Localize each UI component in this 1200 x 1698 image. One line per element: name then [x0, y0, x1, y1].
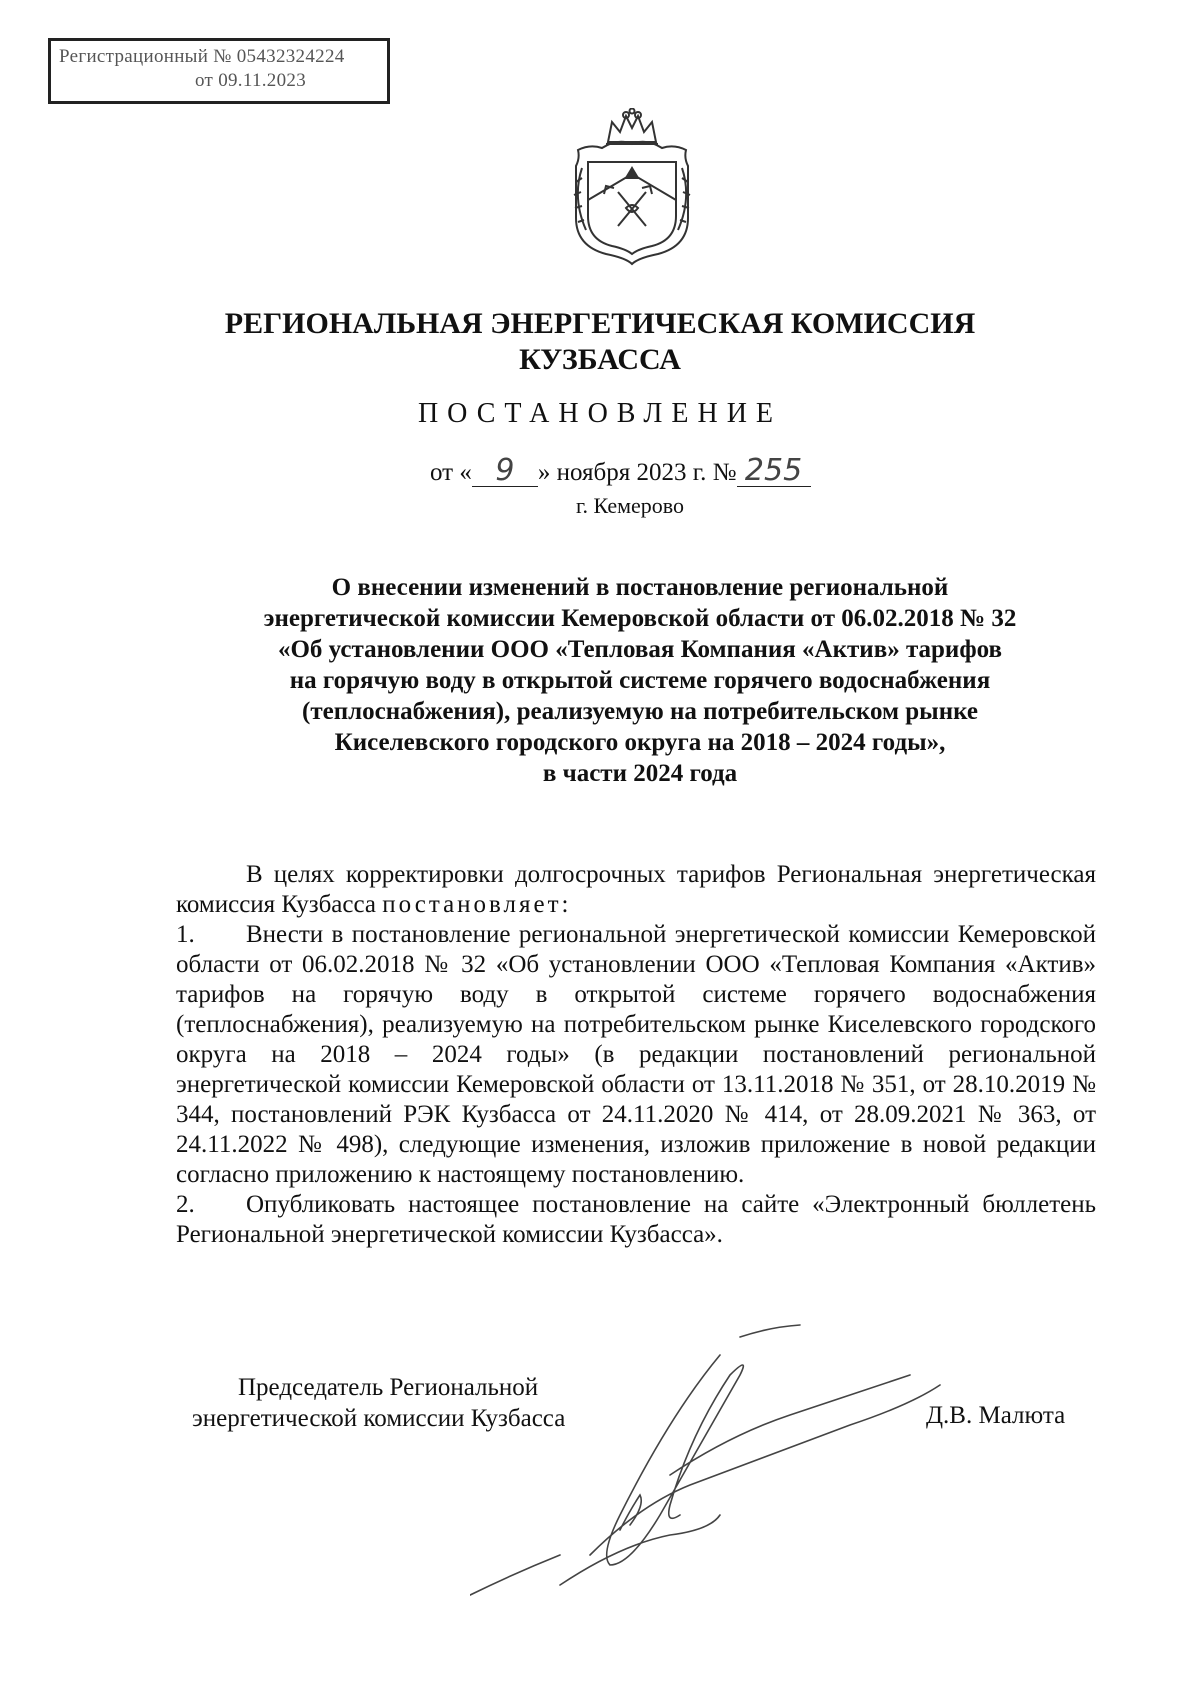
item-2-paragraph: [176, 1190, 1096, 1250]
title-line: (теплоснабжения), реализуемую на потребительском рынке: [302, 698, 978, 725]
handwritten-day: 9: [472, 456, 538, 487]
date-prefix: от «: [430, 459, 472, 486]
registration-date: от 09.11.2023: [195, 70, 306, 91]
registration-number: Регистрационный № 05432324224: [59, 46, 345, 67]
title-line: «Об установлении ООО «Тепловая Компания «Актив» тарифов: [277, 636, 1003, 663]
title-line: в части 2024 года: [542, 760, 738, 787]
signer-name: Д.В. Малюта: [926, 1402, 1066, 1429]
title-line: на горячую воду в открытой системе горячего водоснабжения: [289, 667, 991, 694]
intro-verb: постановляет:: [382, 891, 572, 918]
organization-name-line2: КУЗБАССА: [519, 343, 681, 376]
signer-position-line2: энергетической комиссии Кузбасса: [192, 1405, 566, 1432]
date-line: [430, 453, 811, 488]
organization-name-line1: РЕГИОНАЛЬНАЯ ЭНЕРГЕТИЧЕСКАЯ КОМИССИЯ: [224, 307, 976, 340]
title-line: О внесении изменений в постановление региональной: [331, 574, 949, 601]
kuzbass-coat-of-arms-icon: [568, 108, 696, 266]
item-1-number: 1.: [176, 921, 195, 948]
handwritten-number: 255: [737, 456, 811, 487]
title-line: энергетической комиссии Кемеровской области от 06.02.2018 № 32: [263, 605, 1017, 632]
intro-paragraph: [176, 860, 1096, 920]
title-line: Киселевского городского округа на 2018 – 2024 годы»,: [334, 729, 946, 756]
signer-position-line1: Председатель Региональной: [238, 1374, 539, 1401]
item-2-text: Опубликовать настоящее постановление на сайте «Электронный бюллетень Региональной энергетической комиссии Кузбасса».: [176, 1191, 1096, 1248]
intro-text: В целях корректировки долгосрочных тарифов Региональная энергетическая комиссия Кузбасса: [176, 861, 1096, 918]
item-1-paragraph: [176, 920, 1096, 1190]
document-type: ПОСТАНОВЛЕНИЕ: [417, 398, 783, 429]
city: г. Кемерово: [575, 493, 685, 518]
document-body: [176, 860, 1096, 1250]
registration-stamp: [48, 38, 390, 104]
date-month-year: » ноября 2023 г. №: [537, 459, 737, 486]
document-title: [170, 572, 1110, 789]
item-2-number: 2.: [176, 1191, 195, 1218]
handwritten-signature: [470, 1315, 1010, 1605]
item-1-text: Внести в постановление региональной энергетической комиссии Кемеровской области от 06.02.2018 № 32 «Об установлении ООО «Тепловая Компания «Актив» тарифов на горячую воду в открытой системе горячего водоснабжения (теплоснабжения), реализуемую на потребительском рынке Киселевского городского округа на 2018 – 2024 годы» (в редакции постановлений региональной энергетической комиссии Кемеровской области от 13.11.2018 № 351, от 28.10.2019 № 344, постановлений РЭК Кузбасса от 24.11.2020 № 414, от 28.09.2021 № 363, от 24.11.2022 № 498), следующие изменения, изложив приложение в новой редакции согласно приложению к настоящему постановлению.: [176, 921, 1096, 1188]
